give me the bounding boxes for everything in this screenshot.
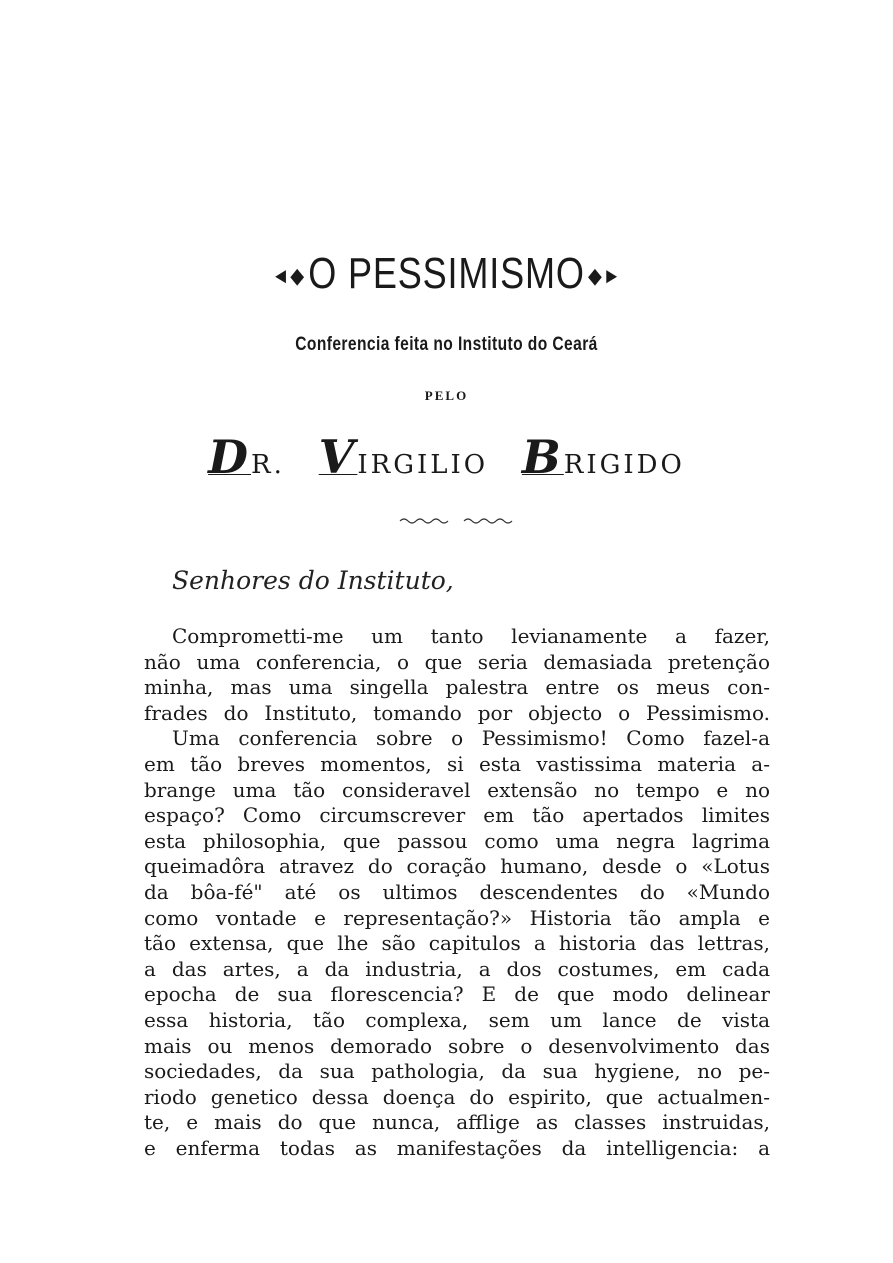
author-cap-2: V [318,430,358,484]
text-line: Uma conferencia sobre o Pessimismo! Como fazel-a [172,726,770,751]
text-line: em tão breves momentos, si esta vastissima materia a- [144,751,770,776]
page-title [80,248,812,302]
text-line: brange uma tão consideravel extensão no tempo e no [144,777,770,802]
text-line: frades do Instituto, tomando por objecto o Pessimismo. [144,700,770,725]
author-cap-1: D [208,430,252,484]
title-text: O PESSIMISMO [308,249,585,298]
text-line: não uma conferencia, o que seria demasiada pretenção [144,649,770,674]
text-line: minha, mas uma singella palestra entre os meus con- [144,675,770,700]
text-line: sociedades, da sua pathologia, da sua hygiene, no pe- [144,1059,770,1084]
subtitle: Conferencia feita no Instituto do Ceará [295,334,598,355]
right-ornament-icon: ◆► [588,263,622,289]
salutation: Senhores do Instituto, [172,566,454,595]
author-rest-1: R. [251,450,285,480]
text-line: epocha de sua florescencia? E de que modo delinear [144,982,770,1007]
text-line: tão extensa, que lhe são capitulos a historia das lettras, [144,931,770,956]
text-line: e enferma todas as manifestações da intelligencia: a [144,1135,770,1160]
left-ornament-icon: ◄◆ [271,263,305,289]
text-line: esta philosophia, que passou como uma negra lagrima [144,828,770,853]
author-cap-3: B [521,430,564,484]
text-line: como vontade e representação?» Historia tão ampla e [144,905,770,930]
ornamental-divider-icon [398,517,516,525]
text-line: riodo genetico dessa doença do espirito, que actualmen- [144,1084,770,1109]
text-line: Comprometti-me um tanto levianamente a fazer, [172,624,770,648]
text-line: te, e mais do que nunca, afflige as classes instruidas, [144,1110,770,1135]
body-text [144,624,770,1161]
by-line: PELO [424,388,469,403]
author-rest-2: IRGILIO [357,450,489,480]
text-line: da bôa-fé" até os ultimos descendentes do «Mundo [144,879,770,904]
text-line: queimadôra atravez do coração humano, desde o «Lotus [144,854,770,879]
author-rest-3: RIGIDO [563,450,685,480]
text-line: a das artes, a da industria, a dos costumes, em cada [144,956,770,981]
text-line: espaço? Como circumscrever em tão apertados limites [144,803,770,828]
text-line: essa historia, tão complexa, sem um lance de vista [144,1007,770,1032]
author-name [0,430,893,484]
text-line: mais ou menos demorado sobre o desenvolvimento das [144,1033,770,1058]
